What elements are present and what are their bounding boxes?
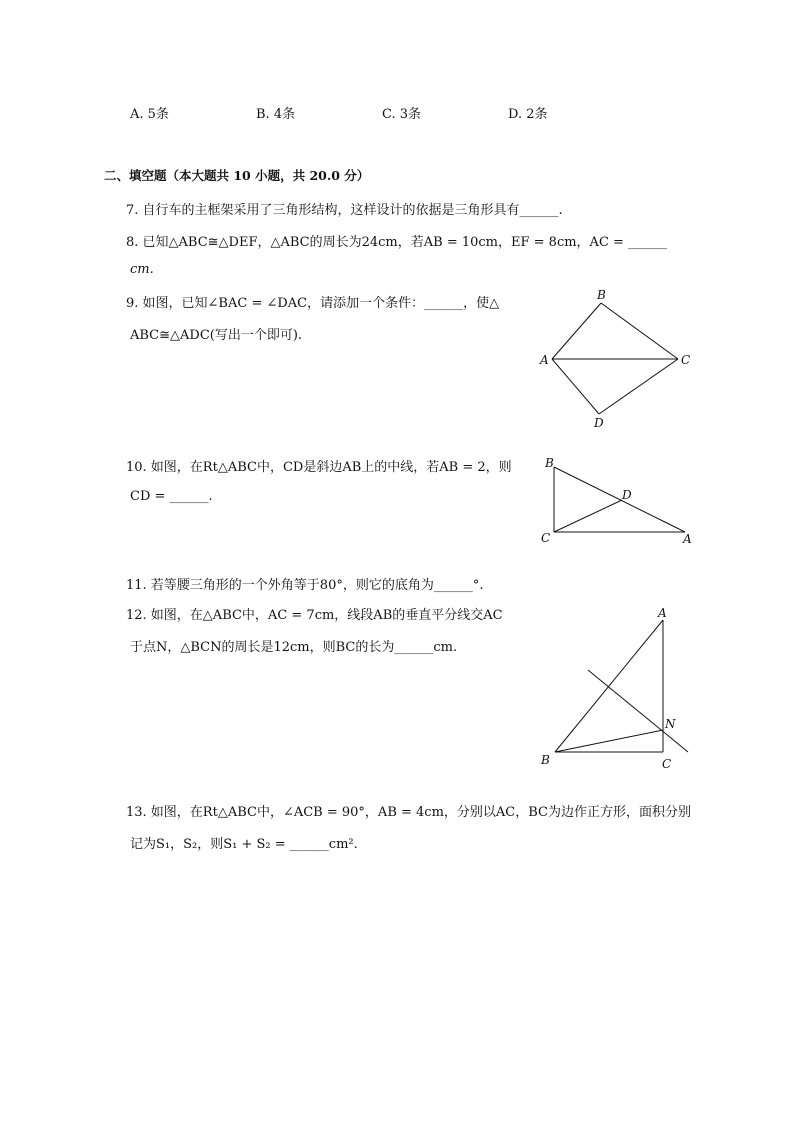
perpendicular-bisector — [588, 670, 688, 752]
option-d: D. 2条 — [508, 107, 548, 122]
question-12-line1: 12. 如图，在△ABC中，AC = 7cm，线段AB的垂直平分线交AC — [126, 608, 503, 623]
label-c: C — [541, 531, 551, 545]
segment-ab — [555, 620, 663, 752]
option-c: C. 3条 — [382, 107, 422, 122]
question-7: 7. 自行车的主框架采用了三角形结构，这样设计的依据是三角形具有______. — [126, 203, 563, 218]
option-a: A. 5条 — [130, 107, 169, 122]
segment-ad — [552, 359, 599, 414]
label-d: D — [622, 488, 632, 502]
segment-dc — [599, 359, 678, 414]
segment-ab — [552, 303, 601, 359]
figure-q10-right-triangle — [535, 452, 700, 548]
figure-q9-quadrilateral — [530, 286, 710, 434]
section-title: 二、填空题（本大题共 10 小题，共 20.0 分） — [104, 168, 370, 183]
label-b: B — [545, 456, 554, 470]
question-11: 11. 若等腰三角形的一个外角等于80°，则它的底角为______°. — [126, 578, 484, 593]
label-n: N — [665, 717, 676, 731]
label-a: A — [540, 353, 549, 367]
label-c: C — [681, 353, 691, 367]
question-10-line2: CD = ______. — [130, 489, 213, 504]
question-10-line1: 10. 如图，在Rt△ABC中，CD是斜边AB上的中线，若AB = 2，则 — [126, 460, 512, 475]
label-c: C — [662, 757, 672, 771]
question-8-line2: cm. — [130, 262, 154, 277]
label-b: B — [541, 753, 550, 767]
figure-q12-triangle — [535, 600, 705, 775]
option-b: B. 4条 — [256, 107, 296, 122]
segment-bc — [601, 303, 678, 359]
question-8-line1: 8. 已知△ABC≅△DEF，△ABC的周长为24cm，若AB = 10cm，EF = 8cm，AC = ______ — [126, 235, 668, 250]
label-b: B — [597, 288, 606, 302]
question-13-line2: 记为S₁，S₂，则S₁ + S₂ = ______cm². — [130, 837, 358, 852]
question-9-line2: ABC≅△ADC(写出一个即可). — [130, 328, 303, 343]
label-d: D — [594, 416, 604, 430]
label-a: A — [658, 606, 667, 620]
label-a: A — [683, 532, 692, 546]
question-13-line1: 13. 如图，在Rt△ABC中，∠ACB = 90°，AB = 4cm，分别以AC，BC为边作正方形，面积分别 — [126, 805, 691, 820]
segment-cd — [554, 500, 622, 532]
segment-bn — [555, 730, 663, 752]
question-9-line1: 9. 如图，已知∠BAC = ∠DAC，请添加一个条件：______，使△ — [126, 296, 500, 311]
question-12-line2: 于点N，△BCN的周长是12cm，则BC的长为______cm. — [130, 640, 458, 655]
